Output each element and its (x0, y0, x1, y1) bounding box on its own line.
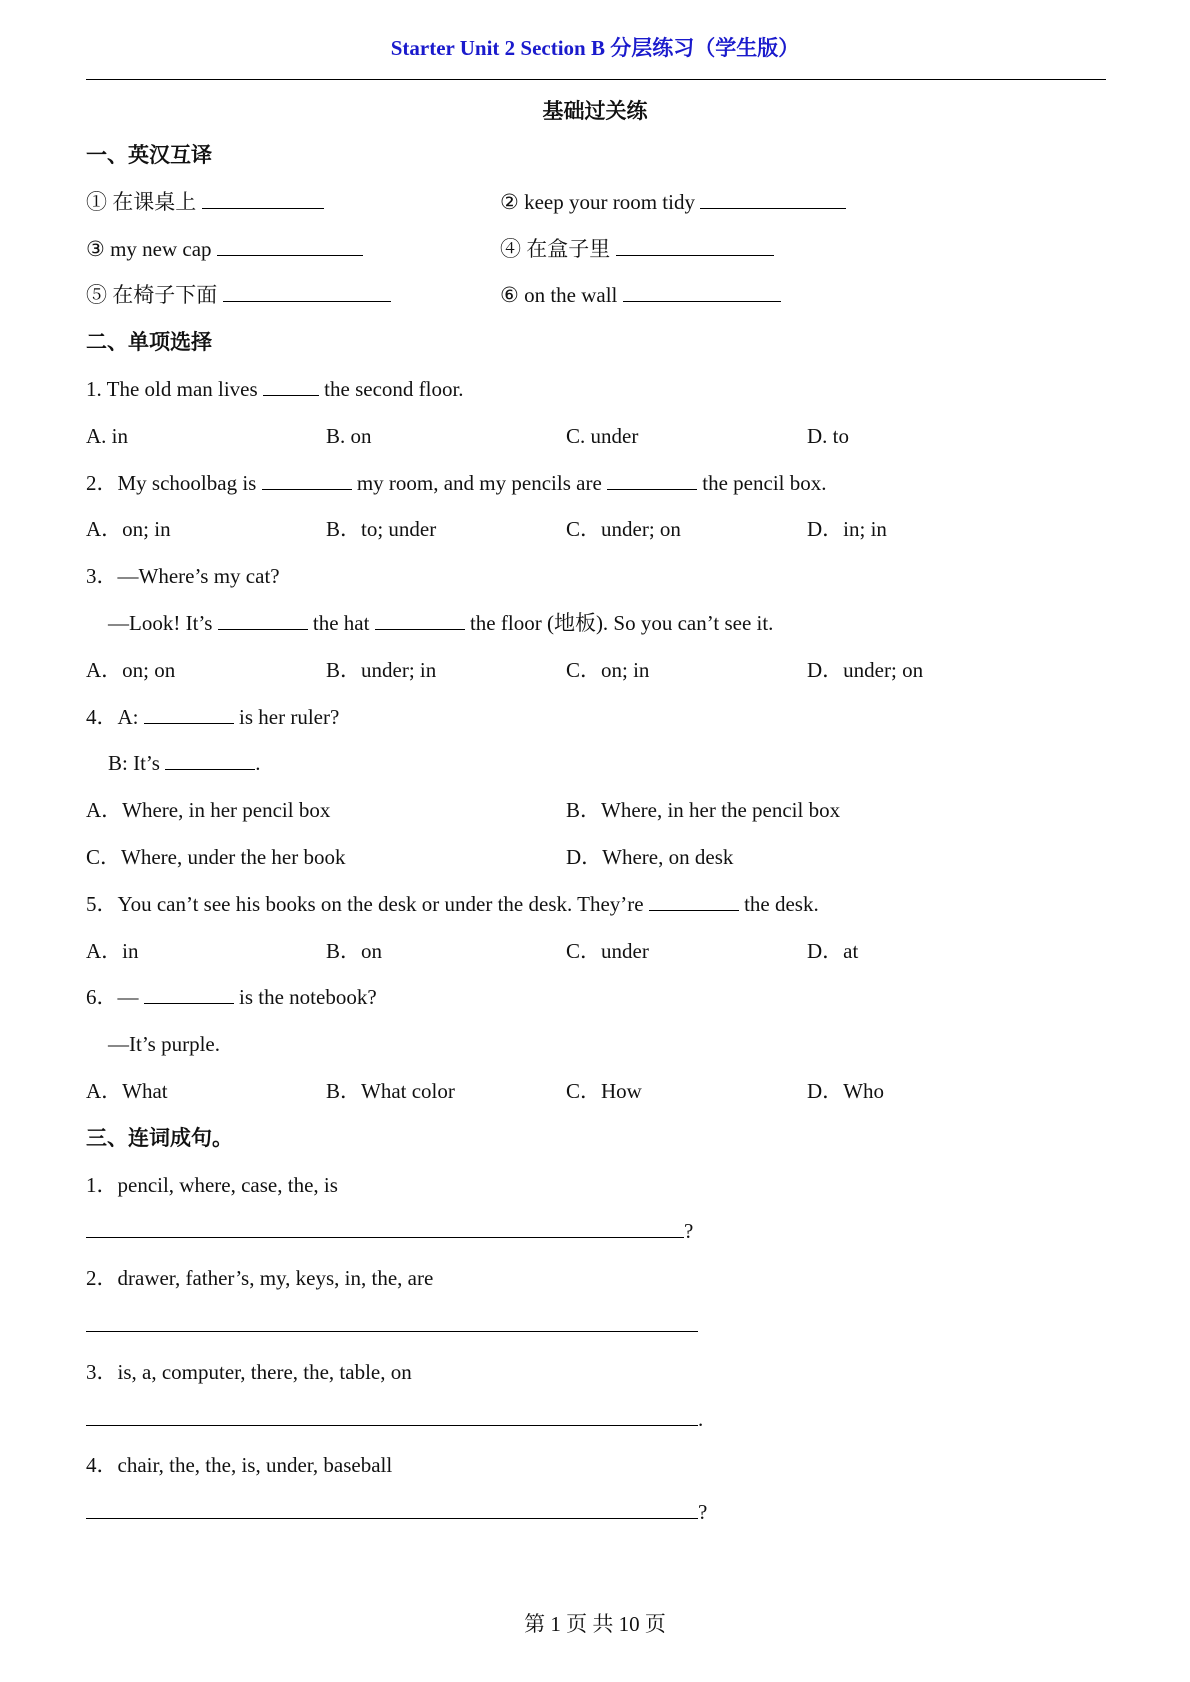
translation-row (86, 226, 1106, 273)
worksheet-body (86, 132, 1106, 1536)
stem-text: —Look! It’s (108, 610, 218, 635)
answer-line-row (86, 1302, 1106, 1349)
option-c[interactable]: C．under; on (566, 517, 681, 542)
sentence-building-list (86, 1162, 1106, 1536)
question-stem (86, 553, 1106, 600)
option-c[interactable]: C．under (566, 938, 649, 963)
question-stem (86, 974, 1106, 1021)
section-subtitle: 基础过关练 (542, 99, 648, 123)
multiple-choice-list (86, 366, 1106, 1115)
answer-blank[interactable] (144, 985, 234, 1004)
answer-line[interactable] (86, 1490, 698, 1519)
question-stem (86, 740, 1106, 787)
option-d[interactable]: D．Where, on desk (566, 844, 734, 869)
option-a[interactable]: A．Where, in her pencil box (86, 798, 331, 823)
translation-row (86, 179, 1106, 226)
translation-item: ④ 在盒子里 (500, 226, 774, 273)
question-stem (86, 694, 1106, 741)
options-row (86, 928, 1106, 975)
translation-item: ② keep your room tidy (500, 179, 846, 226)
option-b[interactable]: B．under; in (326, 657, 437, 682)
option-a[interactable]: A．on; in (86, 517, 171, 542)
part2-heading: 二、单项选择 (86, 330, 212, 355)
part1-heading: 一、英汉互译 (86, 143, 212, 167)
option-b[interactable]: B. on (326, 423, 372, 448)
stem-text: . (255, 751, 261, 776)
option-c[interactable]: C．How (566, 1078, 642, 1103)
option-c[interactable]: C．on; in (566, 657, 650, 682)
answer-blank[interactable] (165, 751, 255, 770)
answer-blank[interactable] (262, 471, 352, 490)
end-punctuation: . (698, 1406, 704, 1431)
scrambled-words: 1．pencil, where, case, the, is (86, 1172, 338, 1197)
stem-text: the hat (307, 610, 375, 635)
question-stem (86, 1021, 1106, 1068)
stem-text: the second floor. (318, 376, 464, 401)
header-divider (86, 79, 1106, 80)
options-row (86, 506, 1106, 553)
translation-item: ① 在课桌上 (86, 179, 324, 226)
option-c[interactable]: C．Where, under the her book (86, 844, 346, 869)
options-row (86, 787, 1106, 834)
scrambled-words: 4．chair, the, the, is, under, baseball (86, 1453, 393, 1478)
end-punctuation: ? (698, 1500, 708, 1525)
document-title: Starter Unit 2 Section B 分层练习（学生版） (390, 36, 800, 60)
answer-blank[interactable] (223, 283, 391, 302)
answer-line[interactable] (86, 1397, 698, 1426)
question-stem (86, 460, 1106, 507)
answer-blank[interactable] (607, 471, 697, 490)
stem-text: —It’s purple. (108, 1032, 220, 1057)
option-d[interactable]: D．in; in (807, 517, 887, 542)
option-d[interactable]: D．at (807, 938, 859, 963)
answer-line-row (86, 1489, 1106, 1536)
answer-blank[interactable] (616, 237, 774, 256)
answer-blank[interactable] (144, 705, 234, 724)
stem-text: 5．You can’t see his books on the desk or under the desk. They’re (86, 891, 649, 916)
answer-line[interactable] (86, 1209, 684, 1238)
translation-item: ⑤ 在椅子下面 (86, 272, 391, 319)
stem-text: is the notebook? (233, 985, 377, 1010)
option-a[interactable]: A．in (86, 938, 139, 963)
stem-text: is her ruler? (233, 704, 340, 729)
answer-blank[interactable] (649, 892, 739, 911)
stem-text: my room, and my pencils are (351, 470, 608, 495)
end-punctuation: ? (684, 1219, 694, 1244)
option-b[interactable]: B．Where, in her the pencil box (566, 798, 841, 823)
question-stem (86, 600, 1106, 647)
scrambled-words: 3．is, a, computer, there, the, table, on (86, 1359, 412, 1384)
stem-text: 1. The old man lives (86, 376, 263, 401)
answer-blank[interactable] (218, 611, 308, 630)
options-row (86, 413, 1106, 460)
answer-blank[interactable] (700, 190, 846, 209)
answer-blank[interactable] (217, 237, 363, 256)
part3-heading: 三、连词成句。 (86, 1125, 233, 1150)
option-a[interactable]: A．What (86, 1078, 168, 1103)
answer-line-row (86, 1396, 1106, 1443)
options-row (86, 647, 1106, 694)
option-b[interactable]: B．on (326, 938, 383, 963)
page-number: 第 1 页 共 10 页 (524, 1612, 666, 1636)
answer-blank[interactable] (263, 377, 319, 396)
stem-text: 4．A: (86, 704, 144, 729)
answer-blank[interactable] (623, 283, 781, 302)
stem-text: the desk. (738, 891, 819, 916)
stem-text: B: It’s (108, 751, 166, 776)
translation-row (86, 272, 1106, 319)
stem-text: the floor (地板). So you can’t see it. (464, 610, 774, 635)
option-d[interactable]: D. to (807, 423, 849, 448)
option-b[interactable]: B．to; under (326, 517, 437, 542)
option-a[interactable]: A．on; on (86, 657, 176, 682)
option-a[interactable]: A. in (86, 423, 128, 448)
options-row (86, 834, 1106, 881)
option-b[interactable]: B．What color (326, 1078, 455, 1103)
option-d[interactable]: D．under; on (807, 657, 924, 682)
option-c[interactable]: C. under (566, 423, 639, 448)
stem-text: the pencil box. (697, 470, 827, 495)
question-stem (86, 881, 1106, 928)
stem-text: 6．— (86, 985, 144, 1010)
answer-line[interactable] (86, 1303, 698, 1332)
translation-item: ③ my new cap (86, 226, 363, 273)
stem-text: 2．My schoolbag is (86, 470, 262, 495)
stem-text: 3．—Where’s my cat? (86, 564, 280, 589)
translation-item: ⑥ on the wall (500, 272, 781, 319)
question-stem (86, 366, 1106, 413)
answer-line-row (86, 1208, 1106, 1255)
answer-blank[interactable] (375, 611, 465, 630)
option-d[interactable]: D．Who (807, 1078, 884, 1103)
answer-blank[interactable] (202, 190, 324, 209)
scrambled-words: 2．drawer, father’s, my, keys, in, the, are (86, 1266, 434, 1291)
options-row (86, 1068, 1106, 1115)
